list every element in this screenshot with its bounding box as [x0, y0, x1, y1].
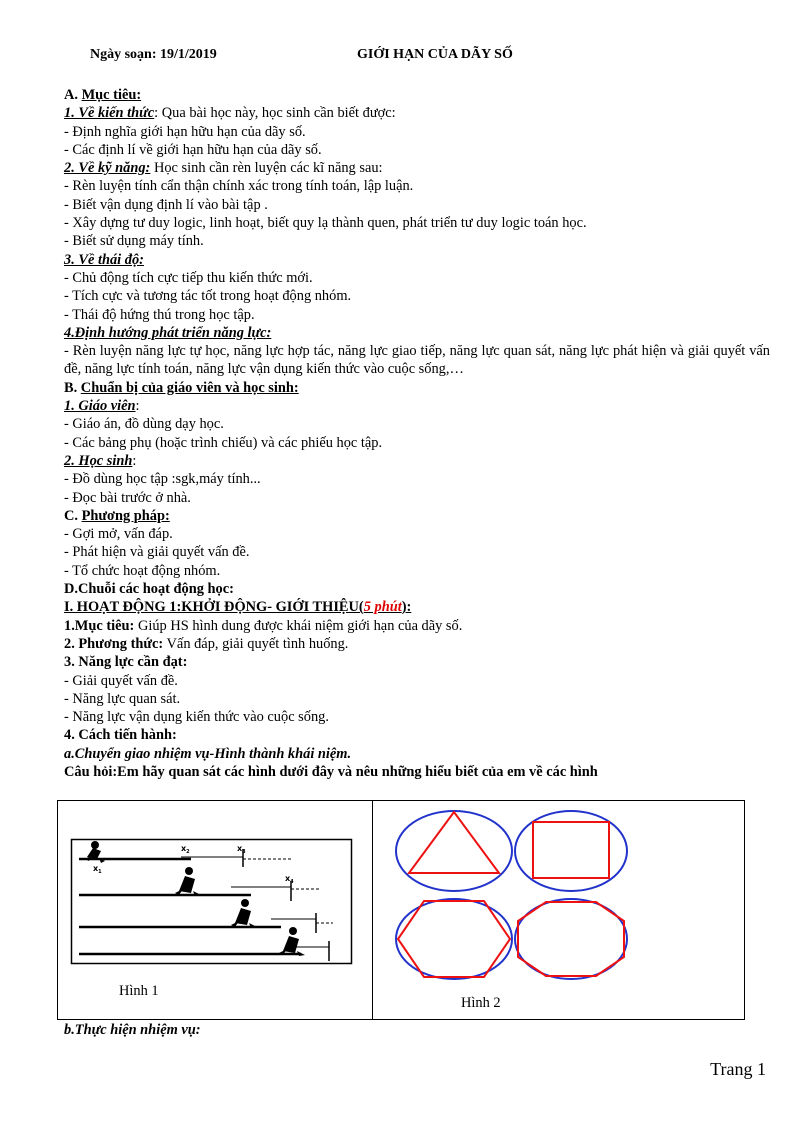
table-divider: [372, 801, 373, 1019]
preparation-date: Ngày soạn: 19/1/2019: [90, 47, 217, 62]
figure-1-caption: Hình 1: [119, 983, 159, 999]
list-item: - Rèn luyện tính cẩn thận chính xác trong tính toán, lập luận.: [64, 178, 414, 195]
list-item: - Đọc bài trước ở nhà.: [64, 489, 191, 506]
list-item: - Chủ động tích cực tiếp thu kiến thức mới.: [64, 269, 313, 286]
figure-2-polygons: [396, 809, 634, 985]
skills-label: 2. Về kỹ năng:: [64, 160, 151, 177]
question-text: Câu hỏi:Em hãy quan sát các hình dưới đây và nêu những hiểu biết của em về các hình: [64, 763, 598, 780]
student-line: 2. Học sinh:: [64, 452, 137, 469]
task-execution-label: b.Thực hiện nhiệm vụ:: [64, 1022, 201, 1038]
list-item: - Đồ dùng học tập :sgk,máy tính...: [64, 471, 261, 488]
goal-line: 1.Mục tiêu: Giúp HS hình dung được khái niệm giới hạn của dãy số.: [64, 617, 463, 634]
octagon-shape: [518, 902, 624, 976]
section-a-heading: A. Mục tiêu:: [64, 87, 142, 103]
hexagon-shape: [398, 901, 510, 977]
list-item: - Thái độ hứng thú trong học tập.: [64, 306, 255, 323]
knowledge-label: 1. Về kiến thức: [64, 105, 155, 122]
lesson-content: [64, 86, 770, 781]
student-label: 2. Học sinh: [64, 452, 133, 469]
label-x4: $x_4$: [285, 874, 294, 885]
list-item: - Năng lực vận dụng kiến thức vào cuộc sống.: [64, 709, 329, 726]
label-x1: $x_1$: [93, 864, 102, 875]
list-item: - Tổ chức hoạt động nhóm.: [64, 562, 221, 579]
section-b-heading: B. Chuẩn bị của giáo viên và học sinh:: [64, 379, 299, 396]
list-item: - Giáo án, đồ dùng dạy học.: [64, 416, 224, 433]
activity-heading: I. HOẠT ĐỘNG 1:KHỞI ĐỘNG- GIỚI THIỆU(5 phút):: [64, 599, 412, 616]
competency-text: - Rèn luyện năng lực tự học, năng lực hợp tác, năng lực giao tiếp, năng lực quan sát, năng lực phát hiện và giải quyết vấn đề, năng lực tính toán, năng lực vận dụng kiến thức vào cuộc sống,…: [64, 343, 770, 378]
list-item: - Phát hiện và giải quyết vấn đề.: [64, 544, 250, 561]
list-item: - Xây dựng tư duy logic, linh hoạt, biết quy lạ thành quen, phát triển tư duy logic toán học.: [64, 215, 587, 232]
task-label: a.Chuyển giao nhiệm vụ-Hình thành khái niệm.: [64, 745, 352, 762]
rectangle-shape: [533, 822, 609, 878]
procedure-label: 4. Cách tiến hành:: [64, 727, 177, 744]
method-line: 2. Phương thức: Vấn đáp, giải quyết tình huống.: [64, 635, 349, 652]
triangle-shape: [409, 812, 499, 873]
list-item: - Tích cực và tương tác tốt trong hoạt động nhóm.: [64, 288, 352, 305]
knowledge-line: 1. Về kiến thức: Qua bài học này, học sinh cần biết được:: [64, 105, 396, 122]
skills-line: 2. Về kỹ năng: Học sinh cần rèn luyện các kĩ năng sau:: [64, 160, 383, 177]
list-item: - Năng lực quan sát.: [64, 690, 181, 707]
activity-competency-label: 3. Năng lực cần đạt:: [64, 654, 188, 671]
runner-silhouette: [231, 899, 257, 928]
runner-silhouette: [175, 867, 201, 896]
figure-1-runners: [71, 839, 353, 965]
circle-shape: [396, 899, 512, 979]
lesson-title: GIỚI HẠN CỦA DÃY SỐ: [357, 47, 513, 62]
list-item: - Biết vận dụng định lí vào bài tập .: [64, 196, 268, 213]
section-c-heading: C. Phương pháp:: [64, 507, 170, 524]
section-d-heading: D.Chuỗi các hoạt động học:: [64, 581, 234, 598]
label-x2: $x_2$: [181, 844, 190, 855]
teacher-line: 1. Giáo viên:: [64, 398, 140, 415]
figure-table: [57, 800, 745, 1020]
figure-2-caption: Hình 2: [461, 995, 501, 1011]
list-item: - Biết sử dụng máy tính.: [64, 233, 204, 250]
teacher-label: 1. Giáo viên: [64, 398, 136, 415]
list-item: - Gợi mở, vấn đáp.: [64, 526, 173, 543]
list-item: - Định nghĩa giới hạn hữu hạn của dãy số.: [64, 123, 306, 140]
activity-time: 5 phút: [363, 599, 402, 616]
list-item: - Các bảng phụ (hoặc trình chiếu) và các phiếu học tập.: [64, 434, 383, 451]
attitude-label: 3. Về thái độ:: [64, 251, 144, 268]
runner-silhouette: [279, 927, 305, 956]
page-number: Trang 1: [710, 1059, 766, 1079]
list-item: - Các định lí về giới hạn hữu hạn của dãy số.: [64, 141, 322, 158]
label-x3: $x_3$: [237, 844, 246, 855]
list-item: - Giải quyết vấn đề.: [64, 672, 178, 689]
competency-label: 4.Định hướng phát triển năng lực:: [64, 324, 272, 341]
circle-shape: [396, 811, 512, 891]
